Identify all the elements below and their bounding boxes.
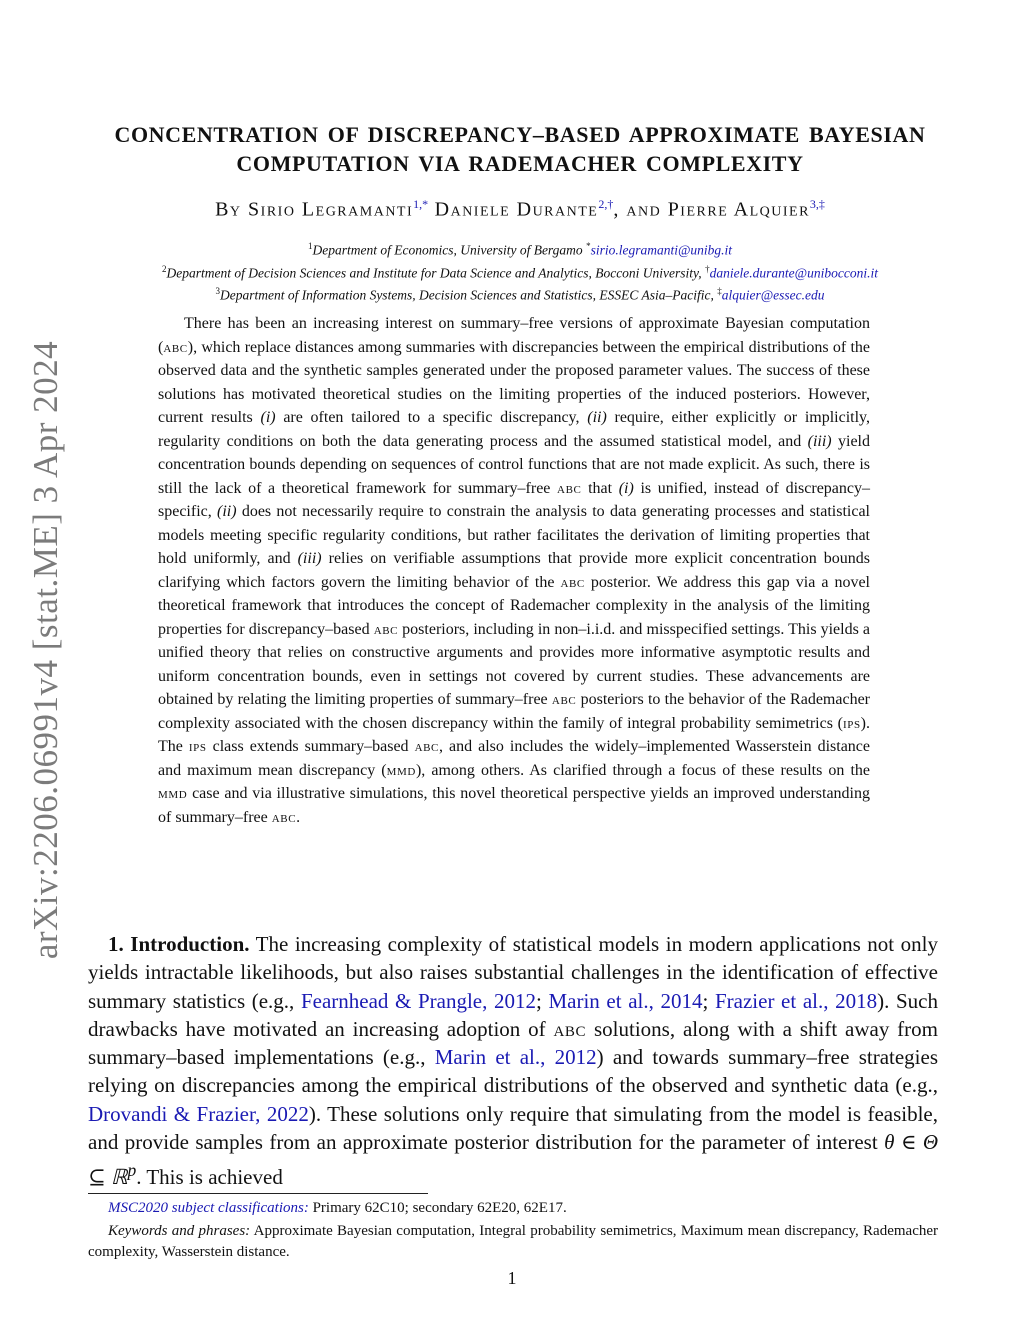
author-2: Daniele Durante bbox=[434, 198, 599, 221]
affiliations bbox=[60, 237, 980, 305]
affiliation-3: $^3$Department of Information Systems, Decision Sciences and Statistics, ESSEC Asia–Pacific, ‡alquier@essec.edu bbox=[215, 286, 825, 303]
email-link[interactable]: alquier@essec.edu bbox=[721, 287, 825, 303]
author-3-marker[interactable]: 3,‡ bbox=[809, 197, 825, 211]
footnotes bbox=[88, 1198, 938, 1265]
citation-link[interactable]: Fearnhead & Prangle, 2012 bbox=[300, 988, 537, 1013]
keywords-footnote: Keywords and phrases: Approximate Bayesian computation, Integral probability semimetrics, Maximum mean discrepancy, Rademacher complexity, Wasserstein distance. bbox=[88, 1223, 939, 1260]
msc-footnote: MSC2020 subject classifications: Primary 62C10; secondary 62E20, 62E17. bbox=[108, 1200, 567, 1216]
msc-link[interactable]: MSC2020 subject classifications: bbox=[108, 1200, 309, 1216]
citation-link[interactable]: Drovandi & Frazier, 2022 bbox=[88, 1101, 309, 1126]
author-1-marker[interactable]: 1,* bbox=[413, 197, 429, 211]
math-expression: θ ∈ Θ ⊆ ℝ bbox=[88, 1130, 938, 1190]
affiliation-2: $^2$Department of Decision Sciences and Institute for Data Science and Analytics, Bocconi University, †daniele.durante@unibocconi.it bbox=[162, 263, 878, 280]
author-2-marker[interactable]: 2,† bbox=[598, 197, 614, 211]
intro-paragraph: 1. Introduction. The increasing complexity of statistical models in modern applications not only yields intractable likelihoods, but also raises substantial challenges in the identification of effective summary statistics (e.g., Fearnhead & Prangle, 2012; Marin et al., 2014; Frazier et al., 2018). Such drawbacks have motivated an increasing adoption of abc solutions, along with a shift away from summary–based implementations (e.g., Marin et al., 2012) and towards summary–free strategies relying on discrepancies among the empirical distributions of the observed and synthetic data (e.g., Drovandi & Frazier, 2022). These solutions only require that simulating from the model is feasible, and provide samples from an approximate posterior distribution for the parameter of interest θ ∈ Θ ⊆ ℝ$^p$. This is achieved bbox=[88, 932, 939, 1190]
title-line-2: COMPUTATION VIA RADEMACHER COMPLEXITY bbox=[236, 151, 804, 176]
section-heading: 1. Introduction. bbox=[108, 932, 250, 956]
page-number: 1 bbox=[507, 1268, 517, 1288]
author-3: Pierre Alquier bbox=[667, 198, 810, 221]
author-1: Sirio Legramanti bbox=[248, 198, 414, 221]
and-label: , and bbox=[613, 198, 662, 221]
arxiv-id-text: arXiv:2206.06991v4 [stat.ME] 3 Apr 2024 bbox=[26, 340, 65, 960]
abstract bbox=[158, 312, 870, 829]
citation-link[interactable]: Marin et al., 2014 bbox=[548, 988, 703, 1013]
title-line-1: CONCENTRATION OF DISCREPANCY–BASED APPROXIMATE BAYESIAN bbox=[114, 122, 926, 147]
introduction-section bbox=[88, 930, 938, 1192]
citation-link[interactable]: Frazier et al., 2018 bbox=[714, 988, 878, 1013]
footnote-divider bbox=[88, 1193, 428, 1194]
author-list bbox=[60, 197, 980, 222]
by-label: By bbox=[215, 198, 242, 221]
citation-link[interactable]: Marin et al., 2012 bbox=[434, 1045, 597, 1070]
paper-title bbox=[60, 120, 980, 178]
email-link[interactable]: sirio.legramanti@unibg.it bbox=[590, 242, 732, 258]
email-link[interactable]: daniele.durante@unibocconi.it bbox=[709, 265, 878, 280]
arxiv-identifier-sidebar bbox=[26, 340, 66, 960]
abstract-paragraph: There has been an increasing interest on summary–free versions of approximate Bayesian computation (abc), which replace distances among summaries with discrepancies between the empirical distributions of the observed data and the synthetic samples generated under the proposed parameter values. The success of these solutions has motivated theoretical studies on the limiting properties of the induced posteriors. However, current results (i) are often tailored to a specific discrepancy, (ii) require, either explicitly or implicitly, regularity conditions on both the data generating process and the assumed statistical model, and (iii) yield concentration bounds depending on sequences of control functions that are not made explicit. As such, there is still the lack of a theoretical framework for summary–free abc that (i) is unified, instead of discrepancy–specific, (ii) does not necessarily require to constrain the analysis to data generating processes and statistical models meeting specific regularity conditions, but rather facilitates the derivation of limiting properties that hold uniformly, and (iii) relies on verifiable assumptions that provide more explicit concentration bounds clarifying which factors govern the limiting behavior of the abc posterior. We address this gap via a novel theoretical framework that introduces the concept of Rademacher complexity in the analysis of the limiting properties for discrepancy–based abc posteriors, including in non–i.i.d. and misspecified settings. This yields a unified theory that relies on constructive arguments and provides more informative asymptotic results and uniform concentration bounds, even in settings not covered by current studies. These advancements are obtained by relating the limiting properties of summary–free abc posteriors to the behavior of the Rademacher complexity associated with the chosen discrepancy within the family of integral probability semimetrics (ips). The ips class extends summary–based abc, and also includes the widely–implemented Wasserstein distance and maximum mean discrepancy (mmd), among others. As clarified through a focus of these results on the mmd case and via illustrative simulations, this novel theoretical perspective yields an improved understanding of summary–free abc. bbox=[158, 315, 871, 826]
affiliation-1: $^1$Department of Economics, University of Bergamo *sirio.legramanti@unibg.it bbox=[307, 241, 732, 258]
